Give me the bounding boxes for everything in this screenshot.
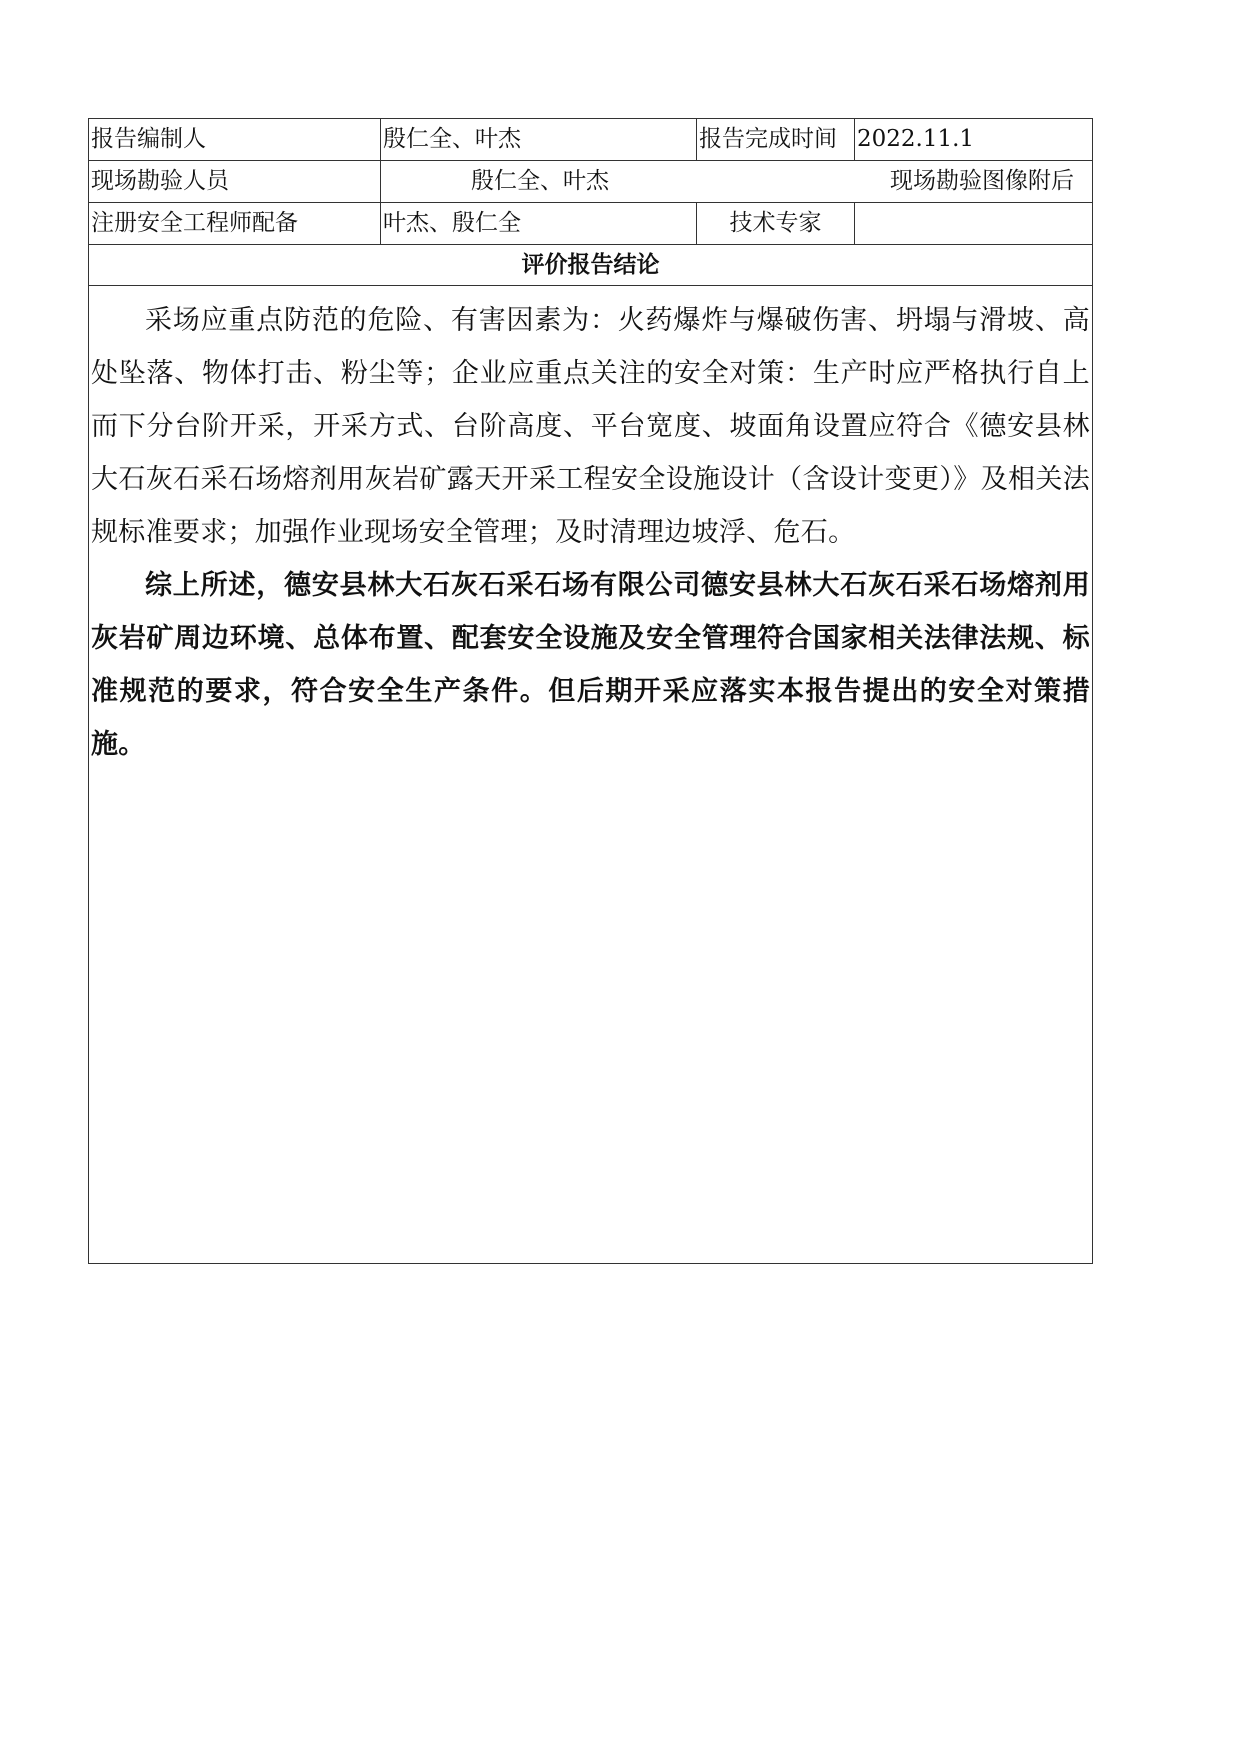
value-completion-time: 2022.11.1 [855, 119, 1093, 161]
value-expert [855, 203, 1093, 245]
conclusion-heading: 评价报告结论 [89, 245, 1093, 286]
label-expert: 技术专家 [697, 203, 855, 245]
label-engineer: 注册安全工程师配备 [89, 203, 381, 245]
row-conclusion-heading [89, 245, 1093, 286]
row-conclusion-body [89, 286, 1093, 1264]
report-info-table [88, 118, 1093, 1264]
label-compiler: 报告编制人 [89, 119, 381, 161]
conclusion-paragraph-2: 综上所述，德安县林大石灰石采石场有限公司德安县林大石灰石采石场熔剂用灰岩矿周边环境、总体布置、配套安全设施及安全管理符合国家相关法律法规、标准规范的要求，符合安全生产条件。但后期开采应落实本报告提出的安全对策措施。 [91, 570, 1090, 760]
row-engineer [89, 203, 1093, 245]
value-site-staff: 殷仁全、叶杰 [381, 161, 855, 203]
row-compiler [89, 119, 1093, 161]
label-completion-time: 报告完成时间 [697, 119, 855, 161]
label-site-staff: 现场勘验人员 [89, 161, 381, 203]
conclusion-paragraph-1: 采场应重点防范的危险、有害因素为：火药爆炸与爆破伤害、坍塌与滑坡、高处坠落、物体打击、粉尘等；企业应重点关注的安全对策：生产时应严格执行自上而下分台阶开采，开采方式、台阶高度、平台宽度、坡面角设置应符合《德安县林大石灰石采石场熔剂用灰岩矿露天开采工程安全设施设计（含设计变更）》及相关法规标准要求；加强作业现场安全管理；及时清理边坡浮、危石。 [91, 305, 1090, 548]
site-images-note: 现场勘验图像附后 [855, 161, 1093, 203]
value-compiler: 殷仁全、叶杰 [381, 119, 697, 161]
row-site-staff [89, 161, 1093, 203]
value-engineer: 叶杰、殷仁全 [381, 203, 697, 245]
conclusion-body [89, 286, 1093, 1264]
